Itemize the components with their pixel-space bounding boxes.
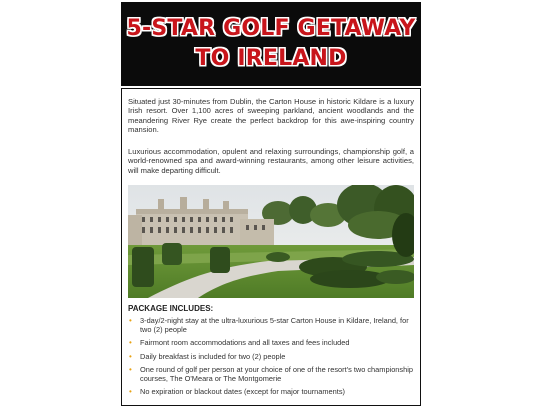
bullet-icon: •: [129, 387, 132, 397]
carton-house-photo: [128, 185, 414, 298]
package-item-text: 3-day/2-night stay at the ultra-luxurious 5-star Carton House in Kildare, Ireland, for two (2) people: [140, 316, 409, 335]
description-paragraph-2: Luxurious accommodation, opulent and relaxing surroundings, championship golf, a world-renowned spa and award-winning restaurants, among other leisure activities, will make departing difficult.: [128, 147, 414, 175]
flyer: [121, 2, 421, 406]
package-item: [128, 316, 414, 334]
package-item-text: Fairmont room accommodations and all taxes and fees included: [140, 338, 350, 348]
package-item-text: No expiration or blackout dates (except for major tournaments): [140, 387, 345, 397]
bullet-icon: •: [129, 316, 132, 325]
package-title: PACKAGE INCLUDES:: [128, 304, 214, 313]
package-item: [128, 352, 414, 361]
description-paragraph-1: Situated just 30-minutes from Dublin, the Carton House in historic Kildare is a luxury Irish resort. Over 1,100 acres of sweeping parkland, ancient woodlands and the meandering River Rye create the perfect backdrop for this awe-inspiring country mansion.: [128, 97, 414, 135]
package-item-text: One round of golf per person at your choice of one of the resort's two championship courses, The O'Meara or The Montgomerie: [140, 364, 413, 384]
bullet-icon: •: [129, 364, 132, 374]
package-item: [128, 365, 414, 383]
banner-title-line-1: 5-STAR GOLF GETAWAY: [126, 16, 416, 41]
package-list: [128, 316, 414, 400]
banner-title-line-2: TO IRELAND: [195, 46, 347, 71]
bullet-icon: •: [129, 351, 132, 361]
package-item: [128, 338, 414, 347]
title-banner: [121, 2, 421, 86]
package-item: [128, 387, 414, 396]
content-box: [121, 88, 421, 406]
bullet-icon: •: [129, 338, 132, 348]
package-item-text: Daily breakfast is included for two (2) people: [140, 351, 286, 361]
